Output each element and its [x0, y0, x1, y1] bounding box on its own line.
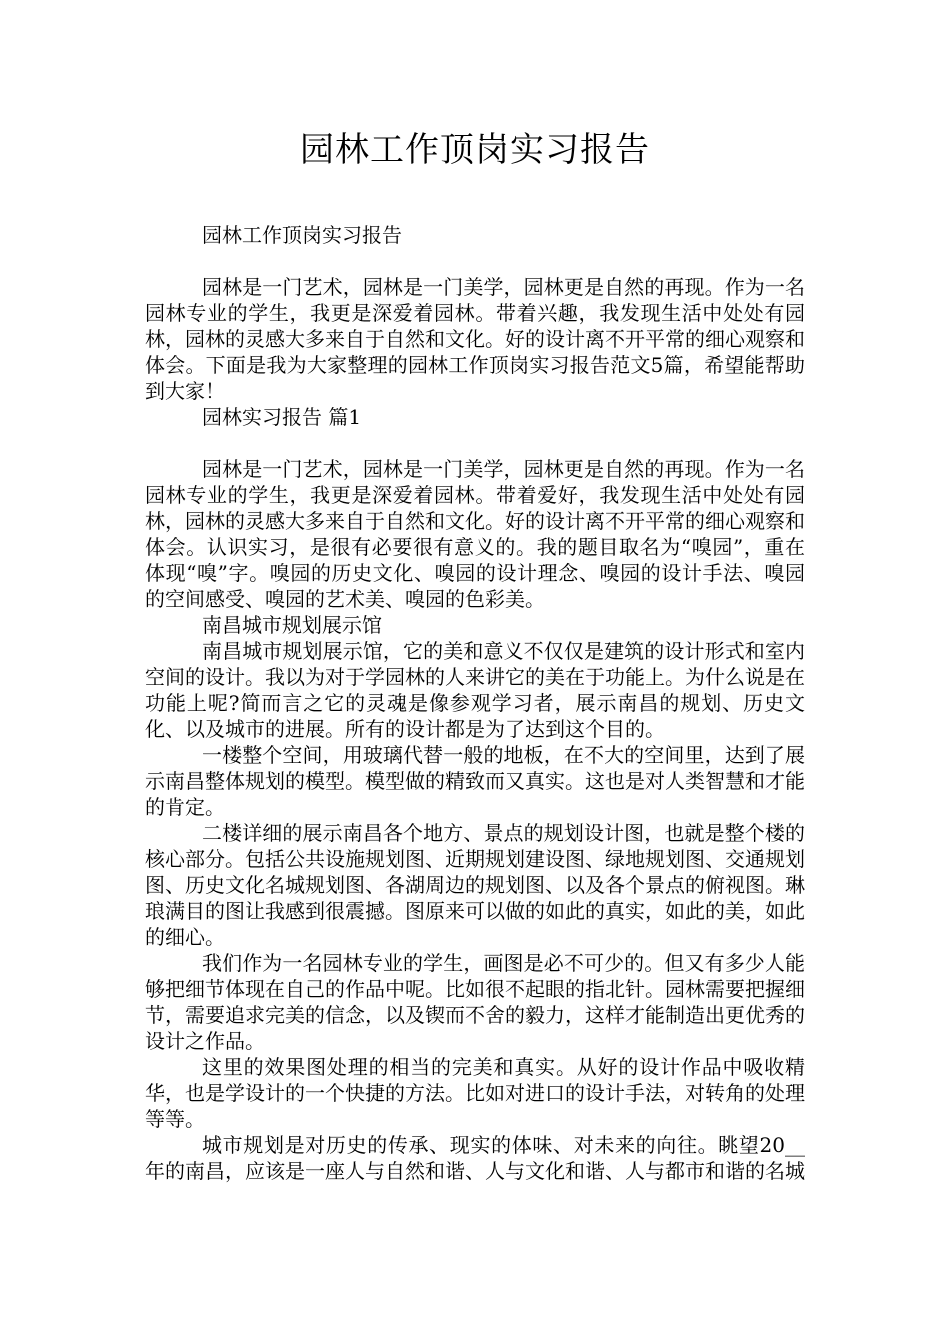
- paragraph-heading: 园林工作顶岗实习报告: [202, 223, 402, 247]
- paragraph-body: 我们作为一名园林专业的学生，画图是必不可少的。但又有多少人能够把细节体现在自己的作品中呢。比如很不起眼的指北针。园林需要把握细节，需要追求完美的信念，以及锲而不舍的毅力，这样才能制造出更优秀的设计之作品。: [145, 951, 805, 1053]
- subsection-heading: 南昌城市规划展示馆: [202, 613, 382, 637]
- paragraph-body: 这里的效果图处理的相当的完美和真实。从好的设计作品中吸收精华，也是学设计的一个快捷的方法。比如对进口的设计手法，对转角的处理等等。: [145, 1055, 805, 1131]
- document-body: [145, 222, 805, 1184]
- document-title: 园林工作顶岗实习报告: [300, 130, 650, 170]
- paragraph-body: 南昌城市规划展示馆，它的美和意义不仅仅是建筑的设计形式和室内空间的设计。我以为对于学园林的人来讲它的美在于功能上。为什么说是在功能上呢?简而言之它的灵魂是像参观学习者，展示南昌的规划、历史文化、以及城市的进展。所有的设计都是为了达到这个目的。: [145, 639, 805, 741]
- paragraph-intro: 园林是一门艺术，园林是一门美学，园林更是自然的再现。作为一名园林专业的学生，我更是深爱着园林。带着兴趣，我发现生活中处处有园林，园林的灵感大多来自于自然和文化。好的设计离不开平常的细心观察和体会。下面是我为大家整理的园林工作顶岗实习报告范文5篇，希望能帮助到大家！: [145, 275, 805, 403]
- paragraph-body: 城市规划是对历史的传承、现实的体味、对未来的向往。眺望20__年的南昌，应该是一座人与自然和谐、人与文化和谐、人与都市和谐的名城: [145, 1133, 805, 1183]
- paragraph-body: 园林是一门艺术，园林是一门美学，园林更是自然的再现。作为一名园林专业的学生，我更是深爱着园林。带着爱好，我发现生活中处处有园林，园林的灵感大多来自于自然和文化。好的设计离不开平常的细心观察和体会。认识实习，是很有必要很有意义的。我的题目取名为“嗅园”，重在体现“嗅”字。嗅园的历史文化、嗅园的设计理念、嗅园的设计手法、嗅园的空间感受、嗅园的艺术美、嗅园的色彩美。: [145, 457, 805, 611]
- paragraph-body: 二楼详细的展示南昌各个地方、景点的规划设计图，也就是整个楼的核心部分。包括公共设施规划图、近期规划建设图、绿地规划图、交通规划图、历史文化名城规划图、各湖周边的规划图、以及各个景点的俯视图。琳琅满目的图让我感到很震撼。图原来可以做的如此的真实，如此的美，如此的细心。: [145, 821, 805, 949]
- section-heading: 园林实习报告 篇1: [202, 405, 362, 429]
- paragraph-body: 一楼整个空间，用玻璃代替一般的地板，在不大的空间里，达到了展示南昌整体规划的模型。模型做的精致而又真实。这也是对人类智慧和才能的肯定。: [145, 743, 805, 819]
